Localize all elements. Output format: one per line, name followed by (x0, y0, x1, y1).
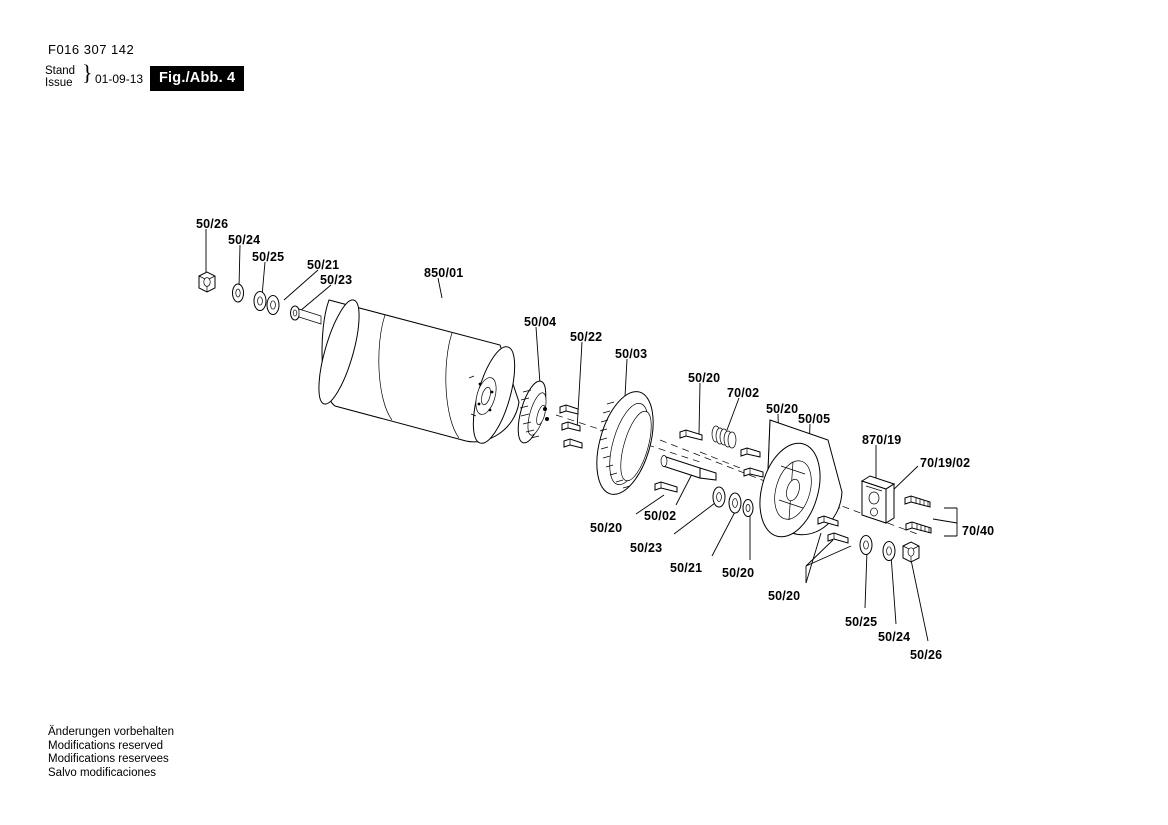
ring-gear-50-03 (586, 385, 663, 501)
callout-50-26-right: 50/26 (910, 648, 943, 662)
callout-70-19-02: 70/19/02 (920, 456, 971, 470)
callout-50-22: 50/22 (570, 330, 603, 344)
washer-50-21-left (267, 296, 279, 315)
footer-disclaimer (48, 726, 174, 780)
document-number: F016 307 142 (48, 42, 135, 57)
callout-870-19: 870/19 (862, 433, 902, 447)
callout-50-25-right: 50/25 (845, 615, 878, 629)
ring-50-23-left (291, 306, 300, 320)
right-fastener-stack (860, 536, 919, 563)
callout-50-05: 50/05 (798, 412, 831, 426)
screws-50-20-lower (818, 516, 848, 543)
callout-50-21-left: 50/21 (307, 258, 340, 272)
callout-50-02: 50/02 (644, 509, 677, 523)
callout-50-20-lower-mid: 50/20 (722, 566, 755, 580)
screws-50-20-hub (741, 448, 763, 477)
figure-badge: Fig./Abb. 4 (150, 66, 244, 91)
hex-nut-left (199, 272, 215, 292)
revision-date: 01-09-13 (95, 72, 144, 86)
footer-line-es: Salvo modificaciones (48, 766, 157, 779)
callout-50-03: 50/03 (615, 347, 648, 361)
callout-50-20-upper-right: 50/20 (766, 402, 799, 416)
bracket-870-19 (862, 476, 894, 523)
screws-50-22 (560, 405, 582, 448)
callout-50-25-left: 50/25 (252, 250, 285, 264)
footer-line-de: Änderungen vorbehalten (48, 726, 174, 738)
callout-50-20-lower-left: 50/20 (590, 521, 623, 535)
footer-line-fr: Modifications reservees (48, 753, 169, 766)
callout-50-21-lower: 50/21 (670, 561, 703, 575)
callout-50-20-top: 50/20 (688, 371, 721, 385)
axle-50-02 (661, 456, 716, 481)
washers-mid-stack (713, 487, 753, 517)
callout-70-02: 70/02 (727, 386, 760, 400)
callout-50-24-left: 50/24 (228, 233, 261, 247)
washer-50-25-left (254, 292, 266, 311)
callout-850-01: 850/01 (424, 266, 464, 280)
callout-50-24-right: 50/24 (878, 630, 911, 644)
end-plate-50-05 (750, 420, 842, 544)
callout-50-23-lower: 50/23 (630, 541, 663, 555)
left-fastener-stack (199, 272, 321, 324)
roller-drum (311, 296, 524, 447)
hex-nut-right (903, 542, 919, 562)
callout-50-26-left: 50/26 (196, 217, 229, 231)
callout-50-23-left: 50/23 (320, 273, 353, 287)
footer-line-en: Modifications reserved (48, 739, 164, 752)
leader-lines (206, 229, 957, 641)
callout-50-20-bracket: 50/20 (768, 589, 801, 603)
issue-label: Issue (45, 77, 73, 89)
callout-50-04: 50/04 (524, 315, 557, 329)
spring-70-02 (712, 426, 736, 448)
stand-label: Stand (45, 65, 76, 77)
washer-50-24-left (233, 284, 244, 302)
gear-50-04 (513, 378, 552, 446)
brace-glyph: } (82, 60, 93, 85)
screws-70-40 (905, 496, 931, 533)
callout-70-40: 70/40 (962, 524, 995, 538)
